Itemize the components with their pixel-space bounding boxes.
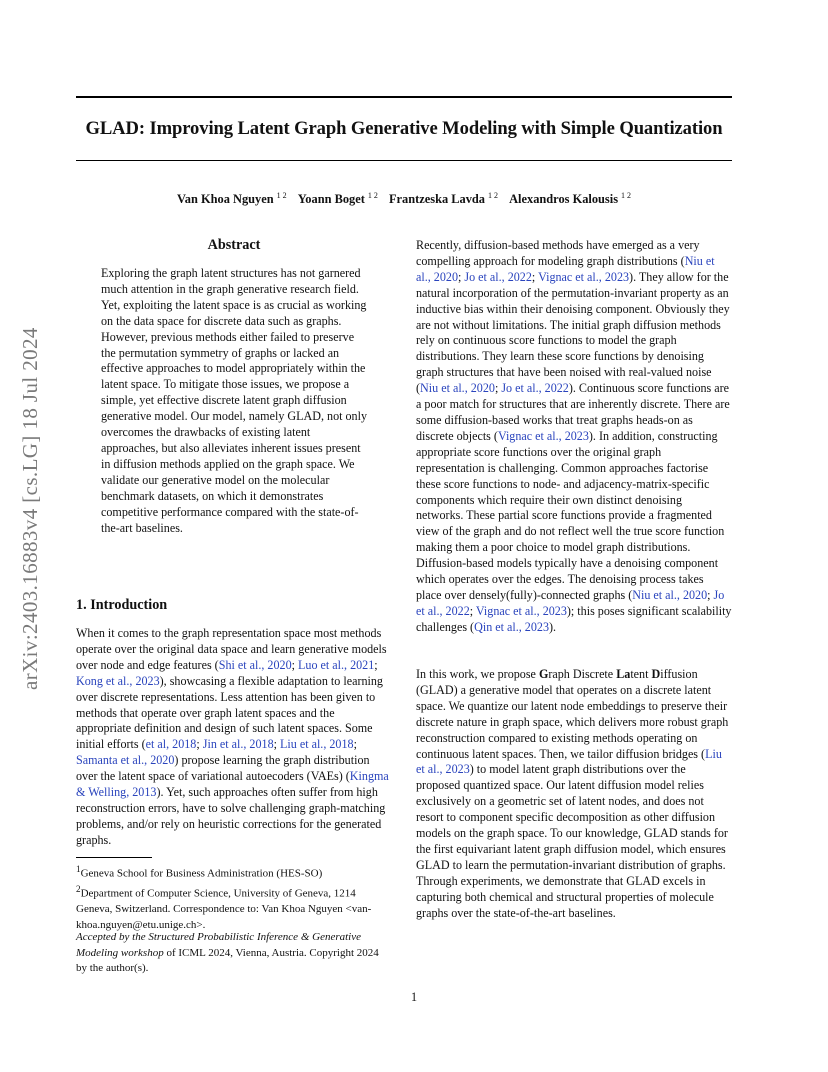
citation-link[interactable]: Kingma & Welling, 2013 <box>76 769 389 800</box>
author-affiliation: 1 2 <box>488 191 498 200</box>
citation-link[interactable]: Jin et al., 2018 <box>202 737 274 752</box>
page-number: 1 <box>410 990 418 1004</box>
body-text: ) propose learning the graph distribution over the latent space of variational autoecoders (VAEs) ( <box>76 753 370 784</box>
footnote-text: Geneva School for Business Administration (HES-SO) <box>80 867 323 880</box>
author <box>177 192 287 206</box>
title-top-rule <box>76 96 732 98</box>
body-text: ; <box>273 737 281 752</box>
body-text: ). Continuous score functions are a poor match for structures that are inherently discrete. There are some diffusion-based works that treat graphs heads-on as discrete objects ( <box>416 381 730 443</box>
author-name: Van Khoa Nguyen <box>176 192 274 207</box>
acceptance-note <box>76 930 392 977</box>
citation-link[interactable]: Jo et al., 2022 <box>416 587 725 618</box>
citation-link[interactable]: Samanta et al., 2020 <box>76 753 175 768</box>
body-text: raph Discrete <box>548 667 617 681</box>
body-text: ; <box>494 381 502 396</box>
arxiv-identifier-stamp: arXiv:2403.16883v4 [cs.LG] 18 Jul 2024 <box>18 327 42 690</box>
footnote-mark: 2 <box>76 884 81 895</box>
section-heading-introduction: 1. Introduction <box>76 597 168 613</box>
footnote-mark: 1 <box>76 864 81 874</box>
body-text: ; <box>374 657 378 672</box>
citation-link[interactable]: Luo et al., 2021 <box>298 657 375 672</box>
body-text: ; <box>458 269 465 284</box>
citation-link[interactable]: Jo et al., 2022 <box>464 269 532 284</box>
footnote-text: Department of Computer Science, University of Geneva, 1214 Geneva, Switzerland. Correspondence to: Van Khoa Nguyen <van-khoa.nguyen@etu.unige.ch>. <box>76 887 372 931</box>
paper-title: GLAD: Improving Latent Graph Generative Modeling with Simple Quantization <box>85 118 723 139</box>
acceptance-details: of ICML 2024, Vienna, Austria. Copyright 2024 by the author(s). <box>76 946 379 974</box>
body-text: ). Yet, such approaches often suffer from high reconstruction errors, have to solve challenging graph-matching problems, and/or rely on heuristic corrections for the generated graphs. <box>76 785 386 847</box>
citation-link[interactable]: Vignac et al., 2023 <box>475 603 567 618</box>
body-text: ; <box>353 737 357 752</box>
footnote-1 <box>76 862 392 882</box>
body-text: In this work, we propose <box>416 667 539 681</box>
intro-paragraph <box>76 626 392 849</box>
author-name: Frantzeska Lavda <box>388 192 485 207</box>
citation-link[interactable]: Jo et al., 2022 <box>501 381 569 396</box>
body-text: ); this poses significant scalability challenges ( <box>416 603 732 634</box>
author <box>389 192 498 206</box>
author-name: Alexandros Kalousis <box>509 192 619 207</box>
citation-link[interactable]: Vignac et al., 2023 <box>497 428 589 443</box>
body-text: ; <box>707 587 714 602</box>
citation-link[interactable]: Liu et al., 2018 <box>280 737 354 752</box>
footnotes <box>76 862 392 933</box>
citation-link[interactable]: Niu et al., 2020 <box>420 381 495 396</box>
abstract-text: Exploring the graph latent structures has not garnered much attention in the graph generative research field. Yet, exploiting the latent space is as crucial as working on the data space for discrete data such as graphs. However, previous methods either failed to preserve the permutation symmetry of graphs or lacked an effective approaches to model appropriately within the latent space. To mitigate those issues, we propose a simple, yet effective discrete latent graph diffusion generative model. Our model, namely GLAD, not only overcomes the drawbacks of existing latent approaches, but also alleviates inherent issues present in diffusion methods applied on the graph space. We validate our generative model on the molecular benchmark datasets, on which it demonstrates competitive performance compared with the state-of-the-art baselines. <box>101 266 367 535</box>
acceptance-venue: Accepted by the Structured Probabilistic Inference & Generative Modeling workshop <box>76 931 361 959</box>
body-text: tent <box>630 667 652 681</box>
body-text: ). In addition, constructing appropriate score functions over the original graph representation is challenging. Common approaches factorise these score functions to node- and adjacency-matrix-specific components which require their own distinct denoising networks. These partial score functions provide a fragmented view of the graph and do not reflect well the true score function making them a poor choice to model graph distributions. Diffusion-based models typically have a denoising component which operates over the edges. The denoising process takes place over densely(fully)-connected graphs ( <box>416 428 725 602</box>
abstract-heading: Abstract <box>207 237 261 253</box>
author-name: Yoann Boget <box>297 192 365 207</box>
author <box>298 192 378 206</box>
author-affiliation: 1 2 <box>621 191 632 200</box>
citation-link[interactable]: Niu et al., 2020 <box>416 253 715 284</box>
acronym-letter: G <box>538 667 549 681</box>
author-list <box>60 191 748 207</box>
body-text: ; <box>291 657 299 672</box>
body-text: ; <box>531 269 539 284</box>
acronym-letter: D <box>651 667 661 681</box>
body-text: ; <box>469 603 476 618</box>
citation-link[interactable]: Shi et al., 2020 <box>218 657 292 672</box>
body-text: iffusion (GLAD) a generative model that operates on a discrete latent space. We quantize our latent node embeddings to preserve their discrete nature in graph space, which delivers more robust graph reconstruction compared to existing methods operating on continuous latent spaces. Then, we tailor diffusion bridges ( <box>416 667 729 761</box>
acronym-letter: La <box>616 667 631 681</box>
author-affiliation: 1 2 <box>367 191 378 200</box>
citation-link[interactable]: et al, 2018 <box>145 737 197 752</box>
intro-paragraph <box>416 667 732 922</box>
citation-link[interactable]: Liu et al., 2023 <box>416 746 722 777</box>
body-text: ). They allow for the natural incorporation of the permutation-invariant property as an inductive bias within their denoising component. Obviously they are not without limitations. The initial graph diffusion methods rely on continuous score functions to model the graph distributions. They learn these score functions by denoising graph structures that have been noised with real-valued noise ( <box>416 269 730 396</box>
citation-link[interactable]: Kong et al., 2023 <box>76 673 160 688</box>
title-bottom-rule <box>76 160 732 161</box>
body-text: Recently, diffusion-based methods have emerged as a very compelling approach for modeling graph distributions ( <box>416 238 700 268</box>
citation-link[interactable]: Qin et al., 2023 <box>474 619 549 634</box>
citation-link[interactable]: Niu et al., 2020 <box>632 587 708 602</box>
intro-paragraph <box>416 238 732 636</box>
body-text: ). <box>549 619 557 634</box>
body-text: When it comes to the graph representation space most methods operate over the original data space and learn generative models over node and edge features ( <box>76 626 387 672</box>
author <box>509 192 631 206</box>
body-text: ; <box>196 737 203 752</box>
body-text: ) to model latent graph distributions over the proposed quantized space. Our latent diffusion model relies exclusively on a geometric set of latent nodes, and does not resort to component specific decomposition as other diffusion models on the graph space. To our knowledge, GLAD stands for the first equivariant latent graph diffusion model, which ensures GLAD to learn the permutation-invariant distribution of graphs. Through experiments, we demonstrate that GLAD excels in capturing both chemical and structural properties of molecule graphs over the state-of-the-art baselines. <box>416 762 728 920</box>
footnote-2 <box>76 882 392 933</box>
body-text: ), showcasing a flexible adaptation to learning over discrete representations. Less attention has been given to methods that operate over graph latent spaces and the appropriate definition and design of such latent spaces. Some initial efforts ( <box>76 673 383 752</box>
citation-link[interactable]: Vignac et al., 2023 <box>538 269 630 284</box>
footnote-rule <box>76 857 152 858</box>
author-affiliation: 1 2 <box>276 191 287 200</box>
